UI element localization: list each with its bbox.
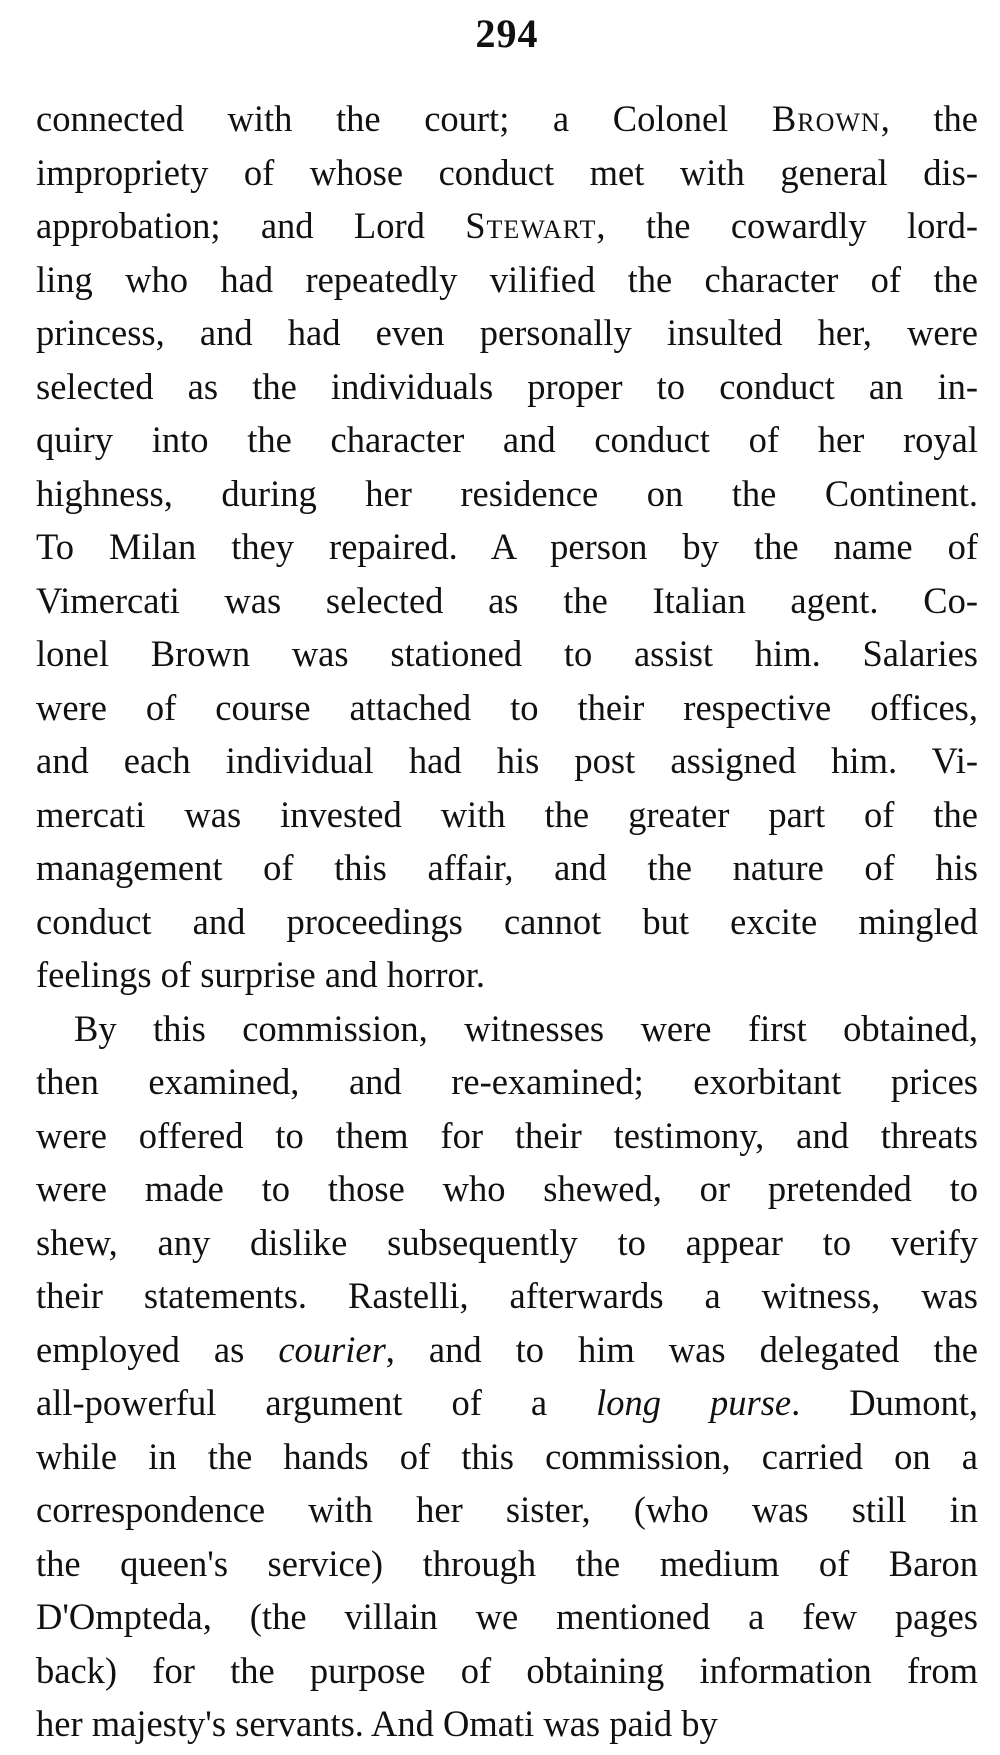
text-line — [36, 520, 978, 574]
text-line — [36, 1590, 978, 1644]
text-line — [36, 1483, 978, 1537]
text-run: To Milan they repaired. A person by the name of — [36, 526, 978, 567]
text-run: quiry into the character and conduct of her royal — [36, 419, 978, 460]
text-line — [36, 467, 978, 521]
text-run: employed as — [36, 1328, 279, 1370]
text-run: D'Ompteda, (the villain we mentioned a few pages — [36, 1596, 978, 1637]
text-line — [36, 841, 978, 895]
text-line — [36, 146, 978, 200]
text-run: the queen's service) through the medium of Baron — [36, 1542, 978, 1584]
text-line — [36, 253, 978, 307]
text-run: their statements. Rastelli, afterwards a witness, was — [36, 1275, 978, 1316]
text-run: back) for the purpose of obtaining information from — [36, 1649, 978, 1691]
text-run: were made to those who shewed, or pretended to — [36, 1168, 978, 1209]
text-line — [36, 1537, 978, 1591]
text-run: , the — [880, 98, 978, 139]
text-line — [36, 948, 978, 1002]
text-run: By this commission, witnesses were first obtained, — [74, 1007, 978, 1049]
text-run: Vimercati was selected as the Italian agent. Co- — [36, 579, 978, 621]
text-line — [36, 1216, 978, 1270]
text-run: her majesty's servants. And Omati was paid by — [36, 1703, 718, 1744]
text-line — [36, 1002, 978, 1056]
text-run: highness, during her residence on the Continent. — [36, 472, 978, 514]
text-line — [36, 199, 978, 253]
text-run: all-powerful argument of a — [36, 1382, 597, 1423]
text-run: conduct and proceedings cannot but excite mingled — [36, 900, 978, 942]
text-run: mercati was invested with the greater part of the — [36, 793, 978, 835]
italic-phrase: long purse — [596, 1382, 792, 1423]
text-run: ling who had repeatedly vilified the character of the — [36, 258, 978, 300]
page-number: 294 — [475, 11, 539, 56]
text-line — [36, 895, 978, 949]
text-line — [36, 1376, 978, 1430]
small-caps-name: Brown — [771, 98, 881, 139]
text-run: approbation; and Lord — [36, 205, 466, 246]
text-line — [36, 1269, 978, 1323]
text-line — [36, 360, 978, 414]
book-page — [36, 0, 978, 1755]
text-run: correspondence with her sister, (who was still in — [36, 1489, 978, 1530]
text-run: princess, and had even personally insulted her, were — [36, 312, 978, 353]
text-run: while in the hands of this commission, carried on a — [36, 1435, 978, 1477]
text-run: then examined, and re-examined; exorbitant prices — [36, 1061, 978, 1102]
text-run: impropriety of whose conduct met with general dis- — [36, 151, 978, 193]
small-caps-name: Stewart — [465, 205, 597, 246]
text-run: feelings of surprise and horror. — [36, 954, 486, 995]
text-line — [36, 734, 978, 788]
text-line — [36, 413, 978, 467]
text-run: . Dumont, — [791, 1382, 978, 1423]
text-line — [36, 92, 978, 146]
text-line — [36, 574, 978, 628]
text-line — [36, 1697, 978, 1751]
text-run: , the cowardly lord- — [596, 205, 978, 246]
text-run: and each individual had his post assigned him. Vi- — [36, 740, 978, 781]
text-line — [36, 1644, 978, 1698]
text-run: , and to him was delegated the — [385, 1328, 978, 1370]
text-run: lonel Brown was stationed to assist him. Salaries — [36, 633, 978, 674]
text-line — [36, 1109, 978, 1163]
text-run: were offered to them for their testimony, and threats — [36, 1114, 978, 1156]
text-line — [36, 306, 978, 360]
text-line — [36, 681, 978, 735]
text-line — [36, 788, 978, 842]
italic-phrase: courier — [278, 1328, 386, 1370]
text-line — [36, 1323, 978, 1377]
text-run: connected with the court; a Colonel — [36, 98, 772, 139]
text-run: shew, any dislike subsequently to appear to verify — [36, 1221, 978, 1263]
text-run: were of course attached to their respective offices, — [36, 686, 978, 728]
text-line — [36, 1055, 978, 1109]
text-line — [36, 627, 978, 681]
text-run: management of this affair, and the nature of his — [36, 847, 978, 888]
text-run: selected as the individuals proper to conduct an in- — [36, 365, 978, 407]
text-line — [36, 1162, 978, 1216]
text-line — [36, 1430, 978, 1484]
body-text — [36, 92, 978, 1751]
